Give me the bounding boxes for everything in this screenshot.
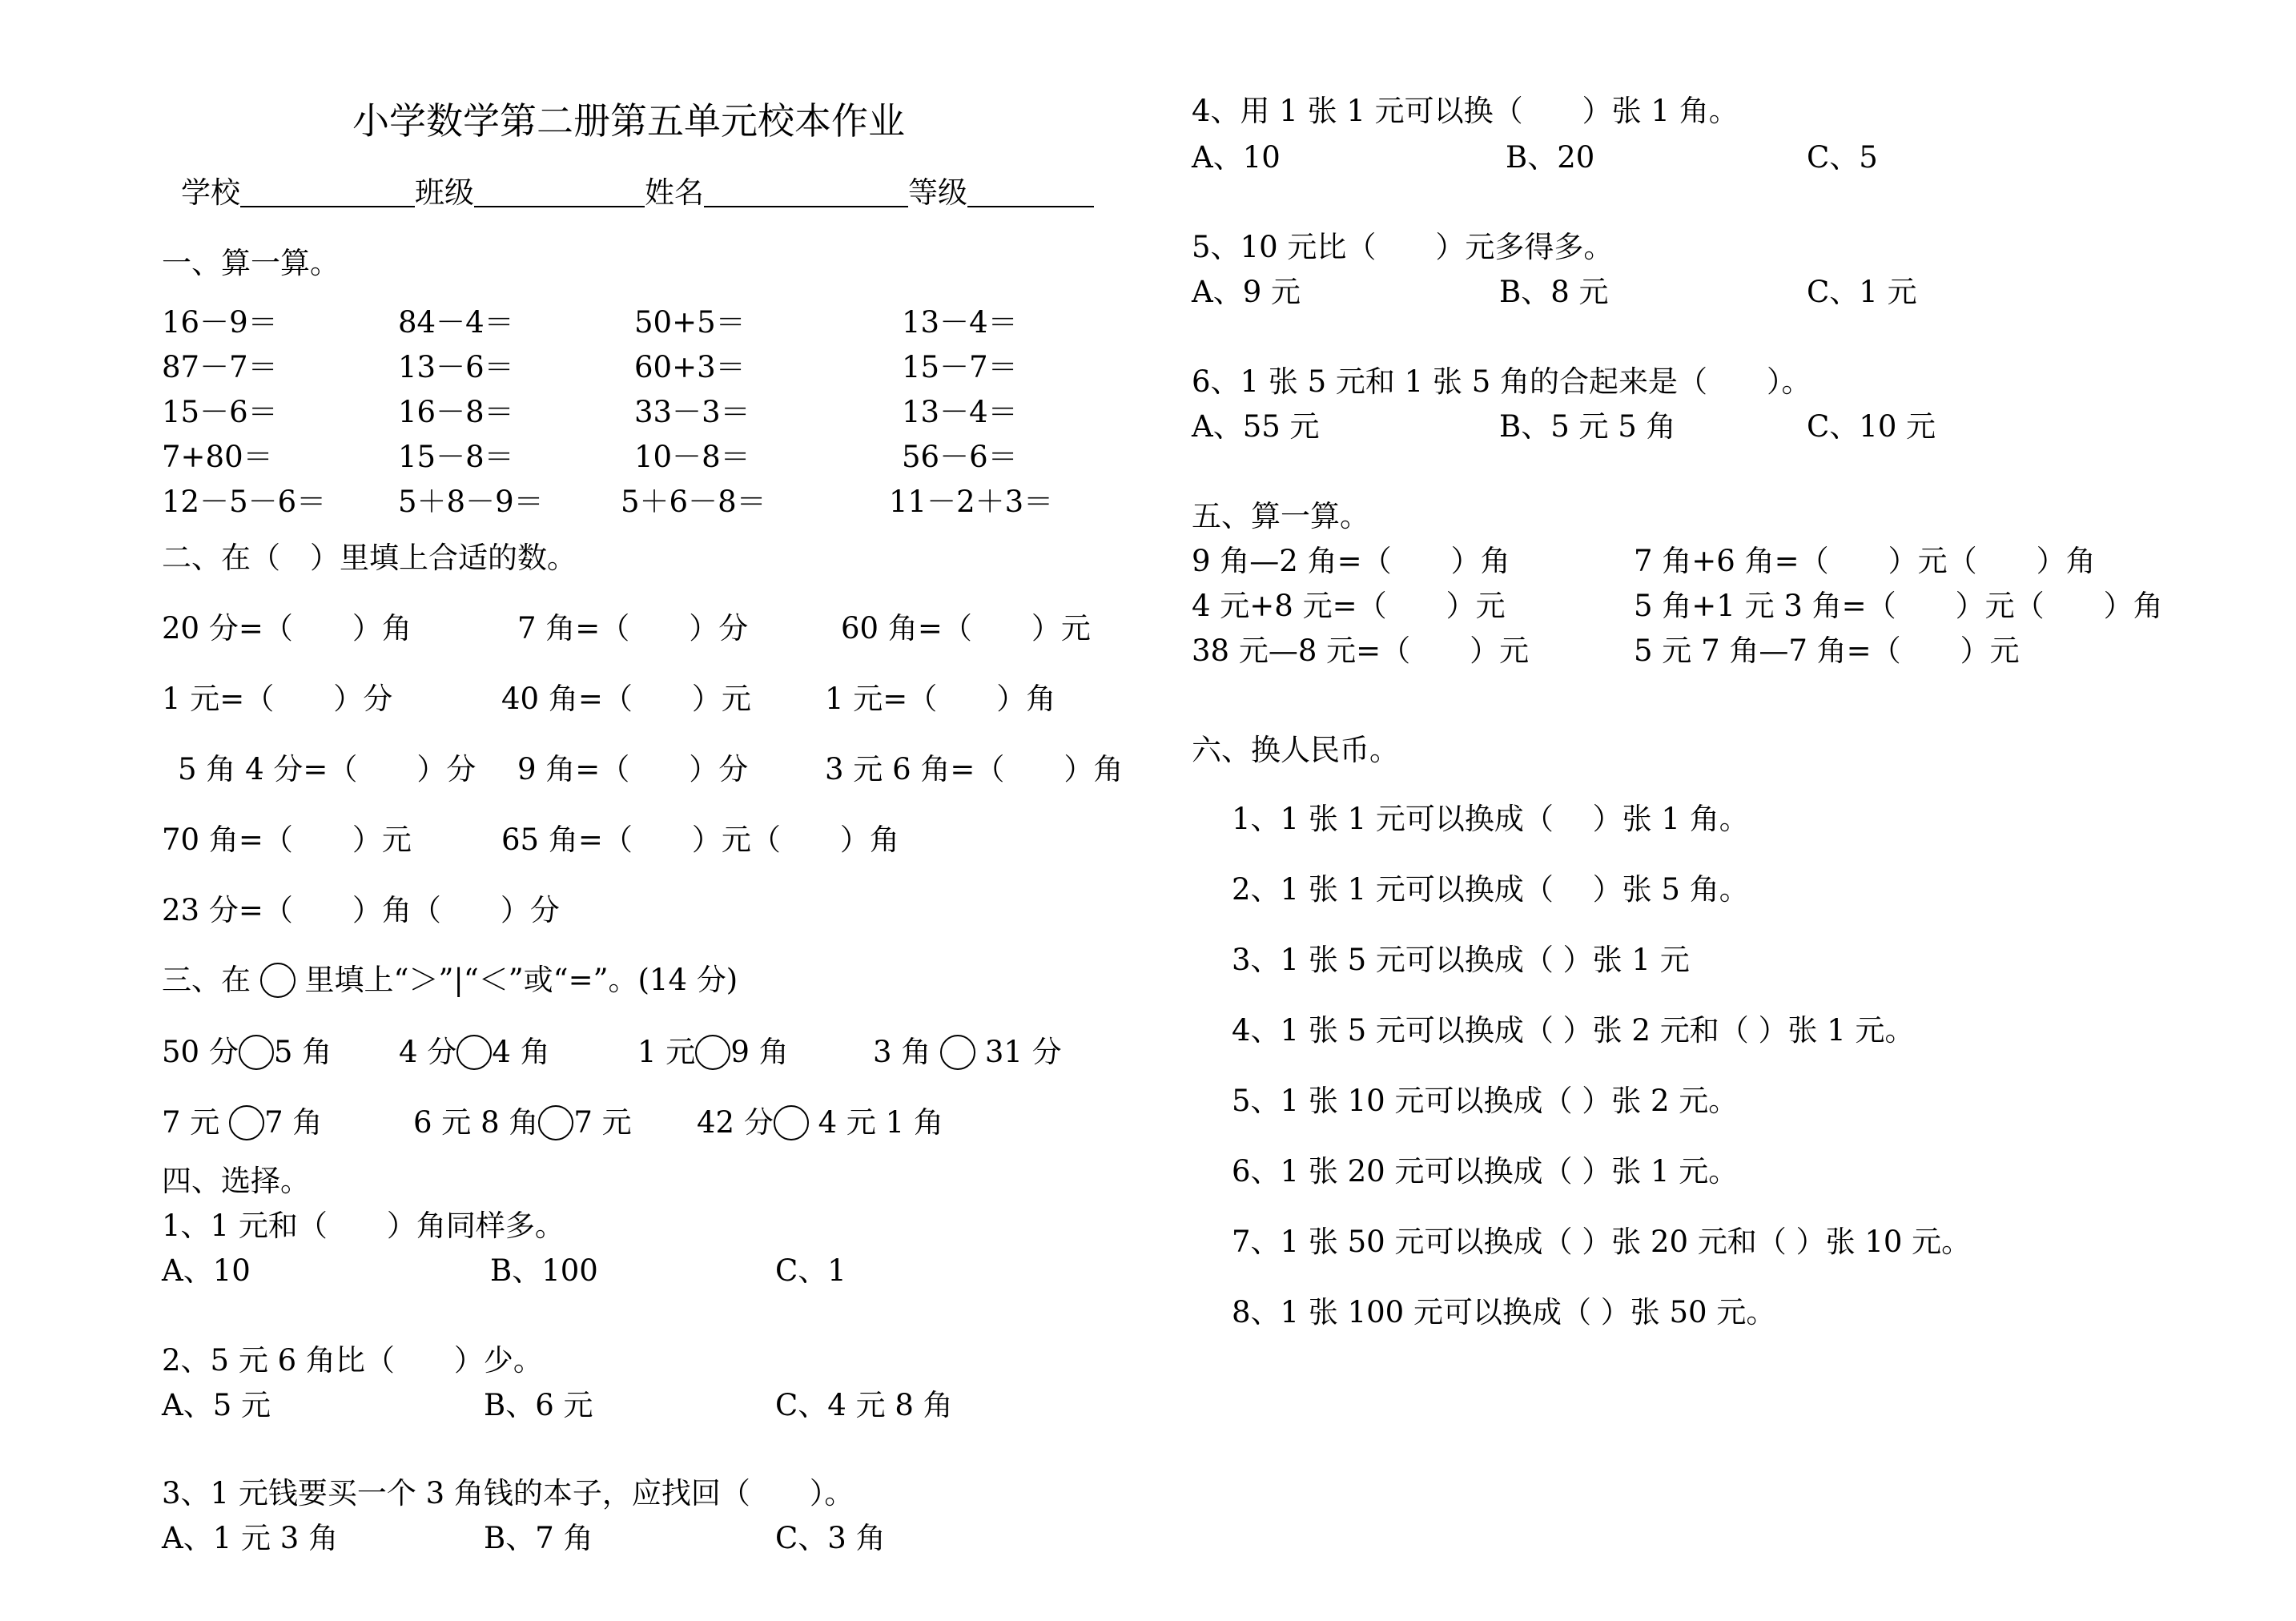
arith-item: 56－6＝ <box>902 440 1018 474</box>
choice-option[interactable]: A、10 <box>1192 140 1281 175</box>
name-label: 姓名 <box>645 175 704 210</box>
fill-item: 1 元=（ ）分 <box>162 682 393 716</box>
fill-item: 70 角=（ ）元 <box>162 823 412 857</box>
choice-option[interactable]: B、7 角 <box>484 1521 593 1555</box>
arith-item: 15－6＝ <box>162 395 278 429</box>
exchange-item: 1、1 张 1 元可以换成（ ）张 1 角。 <box>1232 802 1749 836</box>
arith-item: 84－4＝ <box>398 305 514 340</box>
arith-item: 13－4＝ <box>902 395 1018 429</box>
choice-question: 4、用 1 张 1 元可以换（ ）张 1 角。 <box>1192 94 1739 128</box>
compare-circle[interactable] <box>940 1035 975 1070</box>
exchange-item: 5、1 张 10 元可以换成（ ）张 2 元。 <box>1232 1084 1739 1118</box>
section-1-heading: 一、算一算。 <box>162 246 340 280</box>
exchange-item: 2、1 张 1 元可以换成（ ）张 5 角。 <box>1232 872 1749 907</box>
compare-circle[interactable] <box>538 1105 573 1140</box>
arith-item: 15－7＝ <box>902 350 1018 384</box>
arith-item: 50+5＝ <box>634 305 746 340</box>
exchange-item: 6、1 张 20 元可以换成（ ）张 1 元。 <box>1232 1154 1739 1189</box>
fill-item: 7 角=（ ）分 <box>517 611 749 646</box>
fill-item: 23 分=（ ）角（ ）分 <box>162 893 560 927</box>
choice-option[interactable]: B、100 <box>490 1253 598 1288</box>
choice-option[interactable]: A、10 <box>162 1253 251 1288</box>
choice-option[interactable]: C、5 <box>1807 140 1878 175</box>
arith-item: 16－8＝ <box>398 395 514 429</box>
circle-icon <box>260 963 296 998</box>
compare-circle[interactable] <box>695 1035 730 1070</box>
compare-item: 42 分 4 元 1 角 <box>697 1105 943 1140</box>
exchange-item: 3、1 张 5 元可以换成（ ）张 1 元 <box>1232 943 1690 977</box>
section-2-heading: 二、在（ ）里填上合适的数。 <box>162 541 577 575</box>
compare-circle[interactable] <box>774 1105 809 1140</box>
choice-question: 2、5 元 6 角比（ ）少。 <box>162 1343 543 1378</box>
compare-item: 3 角 31 分 <box>873 1035 1062 1069</box>
exchange-item: 4、1 张 5 元可以换成（ ）张 2 元和（ ）张 1 元。 <box>1232 1013 1915 1048</box>
choice-question: 6、1 张 5 元和 1 张 5 角的合起来是（ ）。 <box>1192 364 1811 399</box>
compare-item: 50 分 5 角 <box>162 1035 332 1069</box>
fill-item: 65 角=（ ）元（ ）角 <box>501 823 899 857</box>
fill-item: 60 角=（ ）元 <box>841 611 1091 646</box>
compare-item: 1 元 9 角 <box>637 1035 789 1069</box>
exchange-item: 7、1 张 50 元可以换成（ ）张 20 元和（ ）张 10 元。 <box>1232 1225 1972 1259</box>
arith-item: 15－8＝ <box>398 440 514 474</box>
arith-item: 10－8＝ <box>634 440 750 474</box>
compare-item: 6 元 8 角 7 元 <box>413 1105 632 1140</box>
class-blank[interactable] <box>474 179 645 207</box>
info-line <box>181 175 1094 210</box>
school-label: 学校 <box>181 175 240 210</box>
money-calc-item: 4 元+8 元=（ ）元 <box>1192 589 1506 623</box>
choice-question: 5、10 元比（ ）元多得多。 <box>1192 230 1614 264</box>
grade-label: 等级 <box>908 175 967 210</box>
choice-option[interactable]: A、55 元 <box>1192 409 1320 444</box>
arith-item: 33－3＝ <box>634 395 750 429</box>
money-calc-item: 9 角—2 角=（ ）角 <box>1192 544 1510 578</box>
arith-item: 13－6＝ <box>398 350 514 384</box>
compare-circle[interactable] <box>456 1035 492 1070</box>
grade-blank[interactable] <box>967 179 1094 207</box>
section-4-heading: 四、选择。 <box>162 1164 310 1198</box>
arith-item: 13－4＝ <box>902 305 1018 340</box>
fill-item: 3 元 6 角=（ ）角 <box>825 752 1124 786</box>
arith-item: 5＋8－9＝ <box>398 485 544 519</box>
choice-option[interactable]: A、9 元 <box>1192 275 1301 309</box>
choice-option[interactable]: C、1 元 <box>1807 275 1917 309</box>
money-calc-item: 5 角+1 元 3 角=（ ）元（ ）角 <box>1634 589 2163 623</box>
choice-option[interactable]: C、10 元 <box>1807 409 1936 444</box>
money-calc-item: 7 角+6 角=（ ）元（ ）角 <box>1634 544 2096 578</box>
arith-item: 16－9＝ <box>162 305 278 340</box>
exchange-item: 8、1 张 100 元可以换成（ ）张 50 元。 <box>1232 1295 1776 1329</box>
section-3-heading: 三、在 里填上“＞”|“＜”或“=”。(14 分) <box>162 963 738 997</box>
choice-question: 1、1 元和（ ）角同样多。 <box>162 1209 565 1243</box>
arith-item: 60+3＝ <box>634 350 746 384</box>
fill-item: 1 元=（ ）角 <box>825 682 1056 716</box>
choice-option[interactable]: C、3 角 <box>775 1521 886 1555</box>
arith-item: 12－5－6＝ <box>162 485 327 519</box>
arith-item: 87－7＝ <box>162 350 278 384</box>
fill-item: 40 角=（ ）元 <box>501 682 751 716</box>
page-title: 小学数学第二册第五单元校本作业 <box>352 99 905 143</box>
class-label: 班级 <box>415 175 474 210</box>
section-6-heading: 六、换人民币。 <box>1192 733 1399 767</box>
choice-option[interactable]: B、8 元 <box>1499 275 1609 309</box>
name-blank[interactable] <box>704 179 908 207</box>
money-calc-item: 38 元—8 元=（ ）元 <box>1192 634 1530 668</box>
choice-option[interactable]: B、6 元 <box>484 1388 593 1422</box>
choice-question: 3、1 元钱要买一个 3 角钱的本子，应找回（ ）。 <box>162 1476 854 1510</box>
section-5-heading: 五、算一算。 <box>1192 499 1369 533</box>
choice-option[interactable]: C、4 元 8 角 <box>775 1388 953 1422</box>
arith-item: 7+80＝ <box>162 440 273 474</box>
compare-item: 4 分 4 角 <box>399 1035 550 1069</box>
compare-item: 7 元 7 角 <box>162 1105 323 1140</box>
arith-item: 5＋6－8＝ <box>621 485 766 519</box>
choice-option[interactable]: A、5 元 <box>162 1388 271 1422</box>
fill-item: 20 分=（ ）角 <box>162 611 412 646</box>
compare-circle[interactable] <box>229 1105 264 1140</box>
choice-option[interactable]: B、20 <box>1506 140 1595 175</box>
choice-option[interactable]: A、1 元 3 角 <box>162 1521 339 1555</box>
choice-option[interactable]: C、1 <box>775 1253 846 1288</box>
arith-item: 11－2＋3＝ <box>889 485 1054 519</box>
compare-circle[interactable] <box>239 1035 274 1070</box>
fill-item: 9 角=（ ）分 <box>517 752 749 786</box>
school-blank[interactable] <box>240 179 415 207</box>
choice-option[interactable]: B、5 元 5 角 <box>1499 409 1676 444</box>
money-calc-item: 5 元 7 角—7 角=（ ）元 <box>1634 634 2020 668</box>
fill-item: 5 角 4 分=（ ）分 <box>178 752 476 786</box>
